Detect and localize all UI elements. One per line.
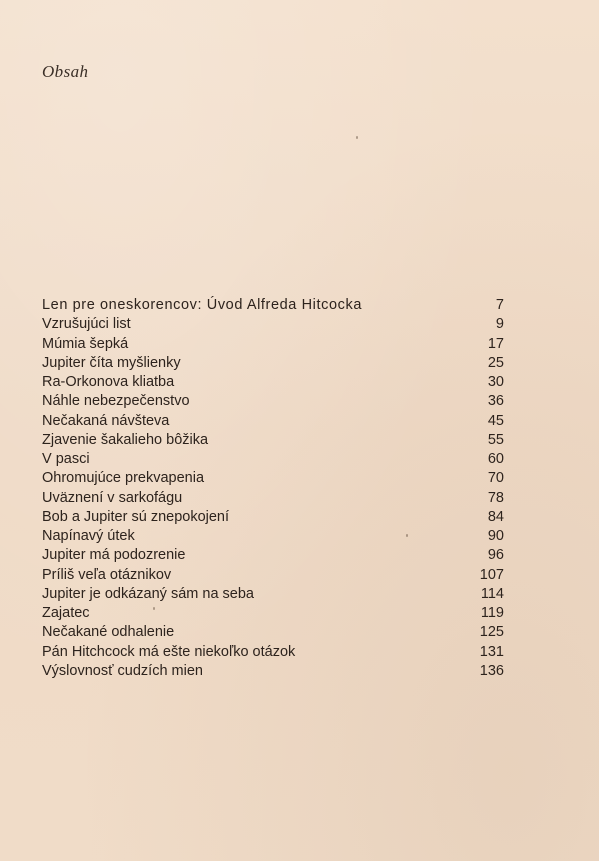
toc-entry-title: Ra-Orkonova kliatba — [42, 374, 175, 390]
toc-entry-page-number: 30 — [487, 374, 504, 390]
toc-entry-title: Ohromujúce prekvapenia — [42, 470, 205, 487]
toc-entry — [42, 566, 504, 585]
toc-entry-title: V pasci — [42, 451, 90, 467]
toc-entry-title: Uväznení v sarkofágu — [42, 489, 183, 506]
toc-entry-page-number: 45 — [487, 412, 504, 429]
paper-speck — [356, 136, 358, 139]
paper-speck — [406, 534, 408, 537]
toc-entry-page-number: 125 — [479, 624, 504, 641]
page-title: Obsah — [42, 62, 89, 81]
toc-entry — [42, 354, 504, 373]
toc-entry-title: Pán Hitchcock má ešte niekoľko otázok — [42, 643, 296, 660]
toc-entry — [42, 546, 504, 565]
toc-entry-page-number: 107 — [479, 566, 504, 583]
toc-entry-page-number: 36 — [487, 393, 504, 410]
toc-entry-page-number: 136 — [479, 662, 504, 679]
toc-entry — [42, 335, 504, 354]
toc-entry-page-number: 90 — [487, 528, 504, 544]
toc-entry-page-number: 119 — [480, 605, 504, 621]
toc-entry-title: Vzrušujúci list — [42, 316, 131, 333]
toc-entry — [42, 392, 504, 411]
toc-entry — [42, 585, 504, 604]
toc-entry — [42, 643, 504, 662]
toc-entry-page-number: 131 — [479, 643, 504, 660]
toc-entry — [42, 469, 504, 488]
toc-entry-page-number: 78 — [487, 489, 504, 506]
toc-entry-page-number: 9 — [495, 316, 504, 333]
toc-entry — [42, 296, 504, 315]
toc-entry — [42, 604, 504, 623]
toc-entry-page-number: 7 — [495, 297, 504, 313]
toc-entry-title: Jupiter má podozrenie — [42, 547, 186, 564]
toc-entry — [42, 373, 504, 392]
toc-entry-title: Zjavenie šakalieho bôžika — [42, 431, 209, 448]
toc-entry — [42, 508, 504, 527]
toc-entry-page-number: 17 — [487, 335, 504, 352]
toc-entry — [42, 662, 504, 681]
toc-entry — [42, 527, 504, 546]
paper-speck — [153, 607, 155, 610]
toc-entry-title: Nečakaná návšteva — [42, 412, 170, 429]
toc-entry-title: Jupiter číta myšlienky — [42, 354, 181, 371]
toc-entry-title: Nečakané odhalenie — [42, 624, 175, 641]
toc-entry — [42, 412, 504, 431]
toc-entry-title: Len pre oneskorencov: Úvod Alfreda Hitcocka — [42, 297, 362, 313]
toc-entry-title: Bob a Jupiter sú znepokojení — [42, 508, 230, 525]
toc-entry — [42, 623, 504, 642]
toc-entry — [42, 315, 504, 334]
toc-entry-title: Napínavý útek — [42, 528, 135, 544]
toc-entry — [42, 489, 504, 508]
toc-entry-title: Jupiter je odkázaný sám na seba — [42, 585, 254, 602]
toc-entry-page-number: 55 — [487, 431, 504, 448]
toc-entry-page-number: 25 — [487, 354, 504, 371]
toc-entry — [42, 431, 504, 450]
toc-entry-title: Múmia šepká — [42, 335, 129, 352]
toc-entry-title: Výslovnosť cudzích mien — [42, 662, 203, 679]
toc-entry-title: Náhle nebezpečenstvo — [42, 393, 190, 410]
toc-entry-title: Príliš veľa otáznikov — [42, 566, 172, 583]
toc-entry-page-number: 84 — [487, 508, 504, 525]
table-of-contents — [42, 296, 504, 681]
toc-entry-page-number: 96 — [487, 547, 504, 564]
toc-entry-page-number: 70 — [487, 470, 504, 487]
toc-entry-page-number: 114 — [480, 585, 504, 602]
toc-entry-page-number: 60 — [487, 451, 504, 467]
toc-entry-title: Zajatec — [42, 605, 90, 621]
toc-entry — [42, 450, 504, 469]
